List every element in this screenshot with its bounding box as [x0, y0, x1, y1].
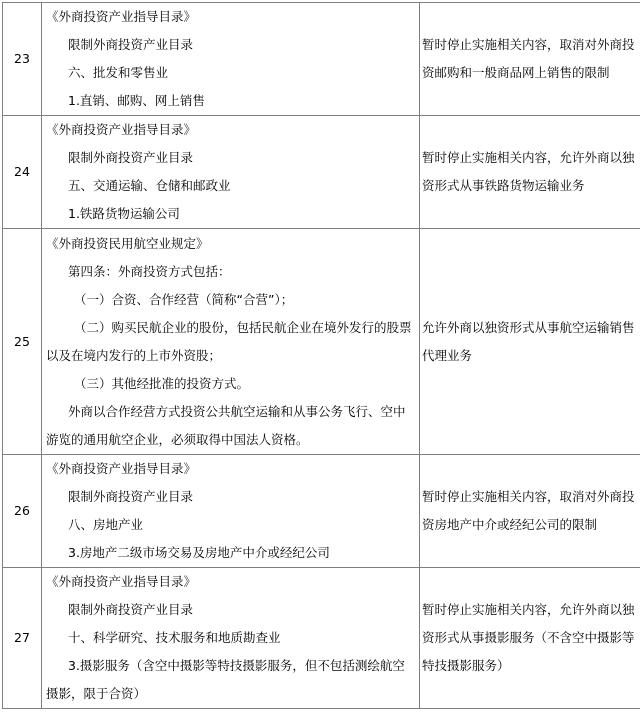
- row-number: 23: [3, 3, 42, 116]
- content-line: 《外商投资民用航空业规定》: [46, 235, 209, 251]
- content-line: 六、批发和零售业: [68, 65, 169, 80]
- regulation-content: [42, 3, 420, 116]
- regulation-content: [42, 116, 420, 229]
- row-number: 25: [3, 229, 42, 455]
- adjustment-note: 允许外商以独资形式从事航空运输销售代理业务: [420, 229, 640, 455]
- table-row: [3, 3, 640, 116]
- content-line: 限制外商投资产业目录: [68, 602, 194, 617]
- adjustment-note: 暂时停止实施相关内容，取消对外商投资房地产中介或经纪公司的限制: [420, 455, 640, 568]
- table-row: [3, 568, 640, 709]
- row-number: 26: [3, 455, 42, 568]
- content-line: 《外商投资产业指导目录》: [46, 574, 197, 589]
- content-line: 1.直销、邮购、网上销售: [68, 93, 205, 108]
- regulation-content: [42, 455, 420, 568]
- content-line: 《外商投资产业指导目录》: [46, 461, 197, 476]
- content-line: 外商以合作经营方式投资公共航空运输和从事公务飞行、空中游览的通用航空企业，必须取得中国法人资格。: [46, 403, 406, 447]
- content-line: （二）购买民航企业的股份，包括民航企业在境外发行的股票以及在境内发行的上市外资股；: [46, 319, 412, 363]
- content-line: 《外商投资产业指导目录》: [46, 9, 197, 24]
- row-number: 27: [3, 568, 42, 709]
- content-line: 十、科学研究、技术服务和地质勘查业: [68, 630, 281, 645]
- content-line: （三）其他经批准的投资方式。: [74, 375, 250, 391]
- content-line: 限制外商投资产业目录: [68, 150, 194, 165]
- content-line: 限制外商投资产业目录: [68, 489, 194, 504]
- content-line: 第四条：外商投资方式包括：: [68, 263, 231, 279]
- table-row: [3, 116, 640, 229]
- content-line: 3.摄影服务（含空中摄影等特技摄影服务，但不包括测绘航空摄影，限于合资）: [46, 658, 405, 701]
- content-line: 八、房地产业: [68, 517, 144, 532]
- content-line: 限制外商投资产业目录: [68, 37, 194, 52]
- regulation-content: [42, 229, 420, 455]
- content-line: 五、交通运输、仓储和邮政业: [68, 178, 231, 193]
- table-row: [3, 229, 640, 455]
- row-number: 24: [3, 116, 42, 229]
- content-line: （一）合资、合作经营（简称“合营”）；: [74, 291, 294, 307]
- adjustment-note: 暂时停止实施相关内容，取消对外商投资邮购和一般商品网上销售的限制: [420, 3, 640, 116]
- regulation-table: [2, 2, 640, 709]
- adjustment-note: 暂时停止实施相关内容，允许外商以独资形式从事铁路货物运输业务: [420, 116, 640, 229]
- adjustment-note: 暂时停止实施相关内容，允许外商以独资形式从事摄影服务（不含空中摄影等特技摄影服务）: [420, 568, 640, 709]
- regulation-content: [42, 568, 420, 709]
- content-line: 3.房地产二级市场交易及房地产中介或经纪公司: [68, 545, 330, 560]
- content-line: 1.铁路货物运输公司: [68, 206, 180, 221]
- content-line: 《外商投资产业指导目录》: [46, 122, 197, 137]
- table-row: [3, 455, 640, 568]
